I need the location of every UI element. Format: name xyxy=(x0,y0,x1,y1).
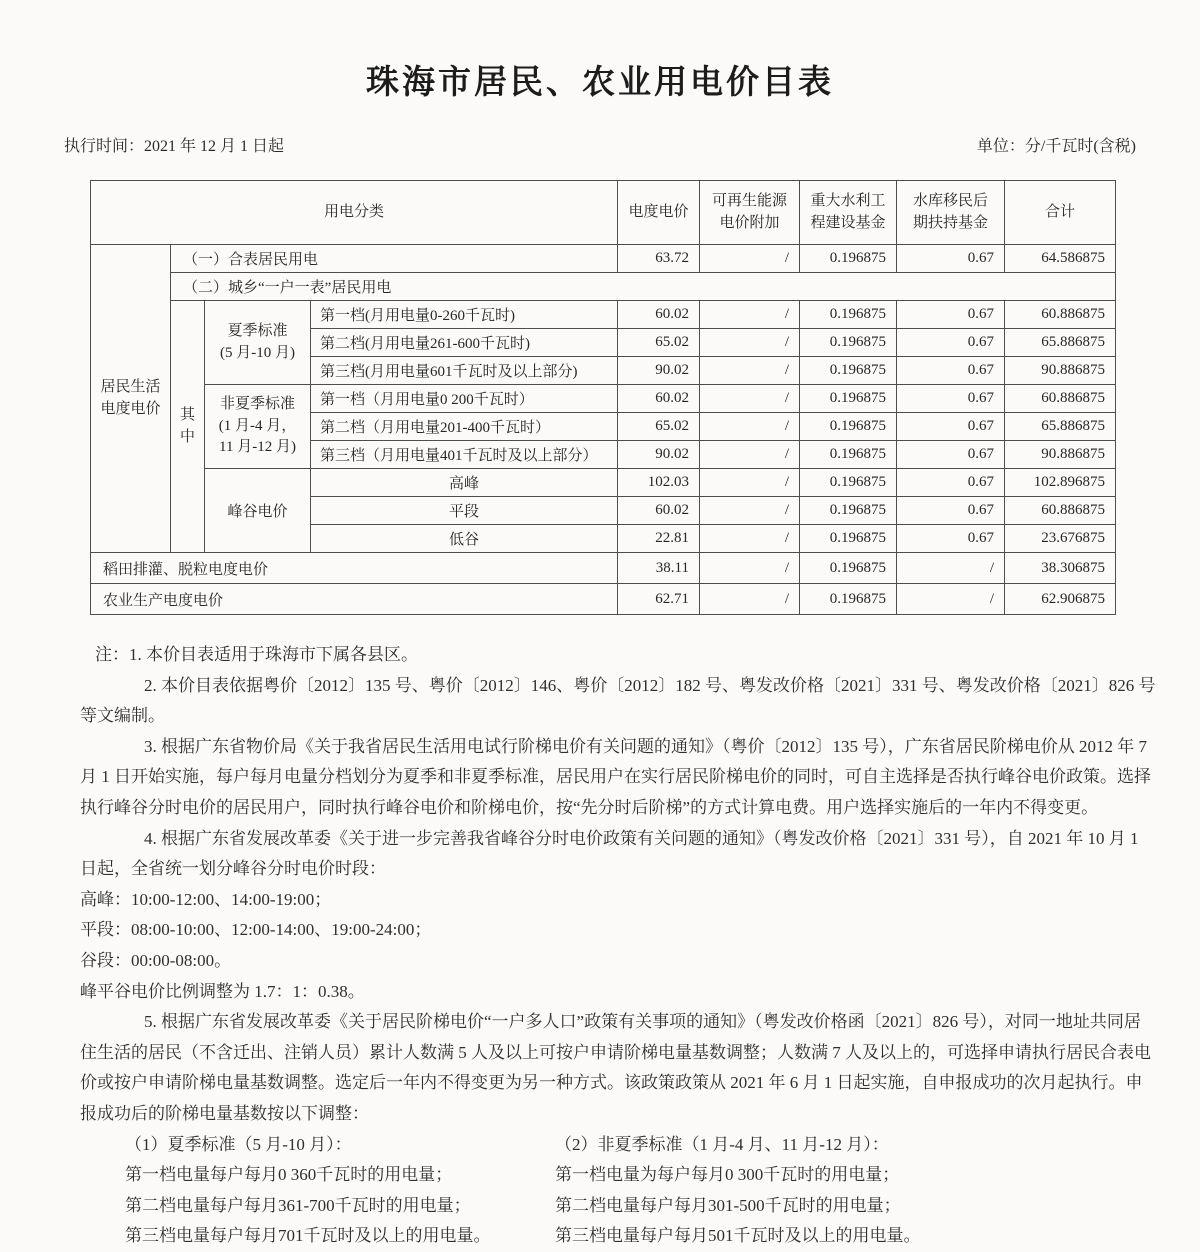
cell-total: 65.886875 xyxy=(1005,413,1116,441)
among-line1: 其 xyxy=(179,406,195,423)
summer-quota-tier2: 第二档电量每户每月361-700千瓦时的用电量； xyxy=(125,1195,471,1215)
cell-water: 0.196875 xyxy=(800,497,897,525)
nonsummer-label-line3: 11 月-12 月) xyxy=(219,439,296,456)
cell-label: 农业生产电度电价 xyxy=(91,584,618,615)
cell-price: 63.72 xyxy=(618,245,700,273)
cell-total: 23.676875 xyxy=(1005,525,1116,553)
peak-time-period: 高峰：10:00-12:00、14:00-19:00； xyxy=(80,889,332,909)
cell-tier: 高峰 xyxy=(311,469,618,497)
cell-total: 90.886875 xyxy=(1005,357,1116,385)
cell-price: 65.02 xyxy=(618,329,700,357)
group-residential-line1: 居民生活 xyxy=(100,378,161,395)
cell-reservoir: 0.67 xyxy=(897,525,1005,553)
cell-renewable: / xyxy=(700,497,800,525)
nonsummer-quota-title: （2）非夏季标准（1 月-4 月、11 月-12 月）： xyxy=(555,1134,889,1154)
row-household-meter xyxy=(91,273,1116,301)
among-line2: 中 xyxy=(179,428,195,445)
cell-tier: 平段 xyxy=(311,497,618,525)
note-3: 3. 根据广东省物价局《关于我省居民生活用电试行阶梯电价有关问题的通知》（粤价〔2012〕135 号），广东省居民阶梯电价从 2012 年 7 月 1 日开始实施，每户每月电量分档划分为夏季和非夏季标准，居民用户在实行居民阶梯电价的同时，可自主选择是否执行峰谷电价政策。选择执行峰谷分时电价的居民用户，同时执行峰谷电价和阶梯电价，按“先分时后阶梯”的方式计算电费。用户选择实施后的一年内不得变更。 xyxy=(80,736,1151,817)
col-header-water-line2: 程建设基金 xyxy=(810,214,886,231)
row-paddy-irrigation xyxy=(91,553,1116,584)
cell-reservoir: 0.67 xyxy=(897,245,1005,273)
col-header-water-line1: 重大水利工 xyxy=(810,192,886,209)
cell-reservoir: 0.67 xyxy=(897,469,1005,497)
col-header-reservoir-line1: 水库移民后 xyxy=(912,192,988,209)
nonsummer-quota-tier2: 第二档电量每户每月301-500千瓦时的用电量； xyxy=(555,1195,901,1215)
nonsummer-label-line1: 非夏季标准 xyxy=(219,395,295,412)
cell-price: 65.02 xyxy=(618,413,700,441)
cell-total: 38.306875 xyxy=(1005,553,1116,584)
summer-quota-title: （1）夏季标准（5 月-10 月）： xyxy=(125,1134,352,1154)
meta-row xyxy=(64,133,1136,156)
price-ratio-line: 峰平谷电价比例调整为 1.7：1：0.38。 xyxy=(80,981,365,1001)
row-meter-residential xyxy=(91,245,1116,273)
row-agricultural-production xyxy=(91,584,1116,615)
cell-renewable: / xyxy=(700,525,800,553)
cell-reservoir: 0.67 xyxy=(897,357,1005,385)
cell-water: 0.196875 xyxy=(800,441,897,469)
col-header-renewable-surcharge xyxy=(700,181,800,245)
cell-reservoir: 0.67 xyxy=(897,301,1005,329)
cell-total: 64.586875 xyxy=(1005,245,1116,273)
cell-reservoir: / xyxy=(897,584,1005,615)
cell-renewable: / xyxy=(700,385,800,413)
col-header-reservoir-fund xyxy=(897,181,1005,245)
nonsummer-label-line2: (1 月-4 月， xyxy=(218,417,297,434)
cell-price: 90.02 xyxy=(618,441,700,469)
table-header-row xyxy=(91,181,1116,245)
group-cell-residential xyxy=(91,245,171,553)
row-summer-tier1 xyxy=(91,301,1116,329)
cell-tier: 第一档(月用电量0-260千瓦时) xyxy=(311,301,618,329)
summer-quota-tier3: 第三档电量每户每月701千瓦时及以上的用电量。 xyxy=(125,1226,491,1246)
cell-reservoir: 0.67 xyxy=(897,329,1005,357)
cell-total: 102.896875 xyxy=(1005,469,1116,497)
cell-price: 90.02 xyxy=(618,357,700,385)
summer-quota-block xyxy=(125,1130,555,1252)
cell-reservoir: 0.67 xyxy=(897,441,1005,469)
col-header-water-fund xyxy=(800,181,897,245)
cell-price: 60.02 xyxy=(618,497,700,525)
col-header-renewable-line1: 可再生能源 xyxy=(711,192,787,209)
cell-renewable: / xyxy=(700,357,800,385)
cell-water: 0.196875 xyxy=(800,385,897,413)
cell-renewable: / xyxy=(700,469,800,497)
cell-water: 0.196875 xyxy=(800,329,897,357)
cell-total: 62.906875 xyxy=(1005,584,1116,615)
cell-renewable: / xyxy=(700,413,800,441)
row-nonsummer-tier1 xyxy=(91,385,1116,413)
cell-renewable: / xyxy=(700,553,800,584)
page-title: 珠海市居民、农业用电价目表 xyxy=(366,65,834,101)
unit-label: 单位：分/千瓦时(含税) xyxy=(976,138,1136,155)
cell-reservoir: 0.67 xyxy=(897,385,1005,413)
cell-total: 90.886875 xyxy=(1005,441,1116,469)
cell-reservoir: / xyxy=(897,553,1005,584)
cell-label: （二）城乡“一户一表”居民用电 xyxy=(171,273,1116,301)
note-5: 5. 根据广东省发展改革委《关于居民阶梯电价“一户多人口”政策有关事项的通知》（粤发改价格函〔2021〕826 号），对同一地址共同居住生活的居民（不含迁出、注销人员）累计人数满 5 人及以上可按户申请阶梯电量基数调整；人数满 7 人及以上的，可选择申请执行居民合表电价或按户申请阶梯电量基数调整。选定后一年内不得变更为另一种方式。该政策政策从 2021 年 6 月 1 日起实施，自申报成功的次月起执行。申报成功后的阶梯电量基数按以下调整： xyxy=(80,1012,1151,1123)
note-1: 注：1. 本价目表适用于珠海市下属各县区。 xyxy=(95,645,418,664)
summer-quota-tier1: 第一档电量每户每月0 360千瓦时的用电量； xyxy=(125,1165,453,1185)
group-cell-peak-valley: 峰谷电价 xyxy=(205,469,311,553)
cell-water: 0.196875 xyxy=(800,357,897,385)
cell-water: 0.196875 xyxy=(800,245,897,273)
summer-label-line1: 夏季标准 xyxy=(227,322,288,339)
cell-renewable: / xyxy=(700,329,800,357)
group-cell-summer xyxy=(205,301,311,385)
group-residential-line2: 电度电价 xyxy=(100,400,161,417)
nonsummer-quota-block xyxy=(555,1130,1156,1252)
cell-price: 62.71 xyxy=(618,584,700,615)
cell-price: 60.02 xyxy=(618,301,700,329)
summer-label-line2: (5 月-10 月) xyxy=(220,344,295,361)
cell-tier: 第二档（月用电量201-400千瓦时） xyxy=(311,413,618,441)
cell-renewable: / xyxy=(700,301,800,329)
cell-water: 0.196875 xyxy=(800,301,897,329)
cell-water: 0.196875 xyxy=(800,584,897,615)
nonsummer-quota-tier1: 第一档电量为每户每月0 300千瓦时的用电量； xyxy=(555,1165,900,1185)
row-peak xyxy=(91,469,1116,497)
cell-label: 稻田排灌、脱粒电度电价 xyxy=(91,553,618,584)
group-cell-nonsummer xyxy=(205,385,311,469)
effective-date-label: 执行时间：2021 年 12 月 1 日起 xyxy=(64,138,285,155)
cell-renewable: / xyxy=(700,245,800,273)
cell-price: 38.11 xyxy=(618,553,700,584)
nonsummer-quota-tier3: 第三档电量每户每月501千瓦时及以上的用电量。 xyxy=(555,1226,921,1246)
price-table xyxy=(90,180,1116,615)
cell-tier: 低谷 xyxy=(311,525,618,553)
cell-tier: 第三档（月用电量401千瓦时及以上部分） xyxy=(311,441,618,469)
cell-reservoir: 0.67 xyxy=(897,413,1005,441)
cell-label: （一）合表居民用电 xyxy=(171,245,618,273)
cell-total: 60.886875 xyxy=(1005,385,1116,413)
cell-total: 60.886875 xyxy=(1005,301,1116,329)
cell-water: 0.196875 xyxy=(800,553,897,584)
tier-quota-blocks xyxy=(80,1130,1156,1252)
cell-price: 102.03 xyxy=(618,469,700,497)
cell-reservoir: 0.67 xyxy=(897,497,1005,525)
cell-renewable: / xyxy=(700,584,800,615)
note-2: 2. 本价目表依据粤价〔2012〕135 号、粤价〔2012〕146、粤价〔2012〕182 号、粤发改价格〔2021〕331 号、粤发改价格〔2021〕826 号等文编制。 xyxy=(80,675,1156,726)
cell-price: 22.81 xyxy=(618,525,700,553)
cell-water: 0.196875 xyxy=(800,469,897,497)
cell-renewable: / xyxy=(700,441,800,469)
col-header-total: 合计 xyxy=(1005,181,1116,245)
cell-tier: 第三档(月用电量601千瓦时及以上部分) xyxy=(311,357,618,385)
valley-time-period: 谷段：00:00-08:00。 xyxy=(80,950,232,970)
note-4: 4. 根据广东省发展改革委《关于进一步完善我省峰谷分时电价政策有关问题的通知》（粤发改价格〔2021〕331 号），自 2021 年 10 月 1 日起，全省统一划分峰谷分时电价时段： xyxy=(80,828,1139,879)
col-header-renewable-line2: 电价附加 xyxy=(719,214,780,231)
col-header-category: 用电分类 xyxy=(91,181,618,245)
notes-section xyxy=(80,640,1156,1252)
cell-water: 0.196875 xyxy=(800,413,897,441)
col-header-reservoir-line2: 期扶持基金 xyxy=(912,214,988,231)
cell-tier: 第一档（月用电量0 200千瓦时） xyxy=(311,385,618,413)
cell-total: 65.886875 xyxy=(1005,329,1116,357)
cell-water: 0.196875 xyxy=(800,525,897,553)
cell-price: 60.02 xyxy=(618,385,700,413)
flat-time-period: 平段：08:00-10:00、12:00-14:00、19:00-24:00； xyxy=(80,920,432,940)
col-header-energy-price: 电度电价 xyxy=(618,181,700,245)
cell-tier: 第二档(月用电量261-600千瓦时) xyxy=(311,329,618,357)
cell-total: 60.886875 xyxy=(1005,497,1116,525)
group-cell-among xyxy=(171,301,205,553)
